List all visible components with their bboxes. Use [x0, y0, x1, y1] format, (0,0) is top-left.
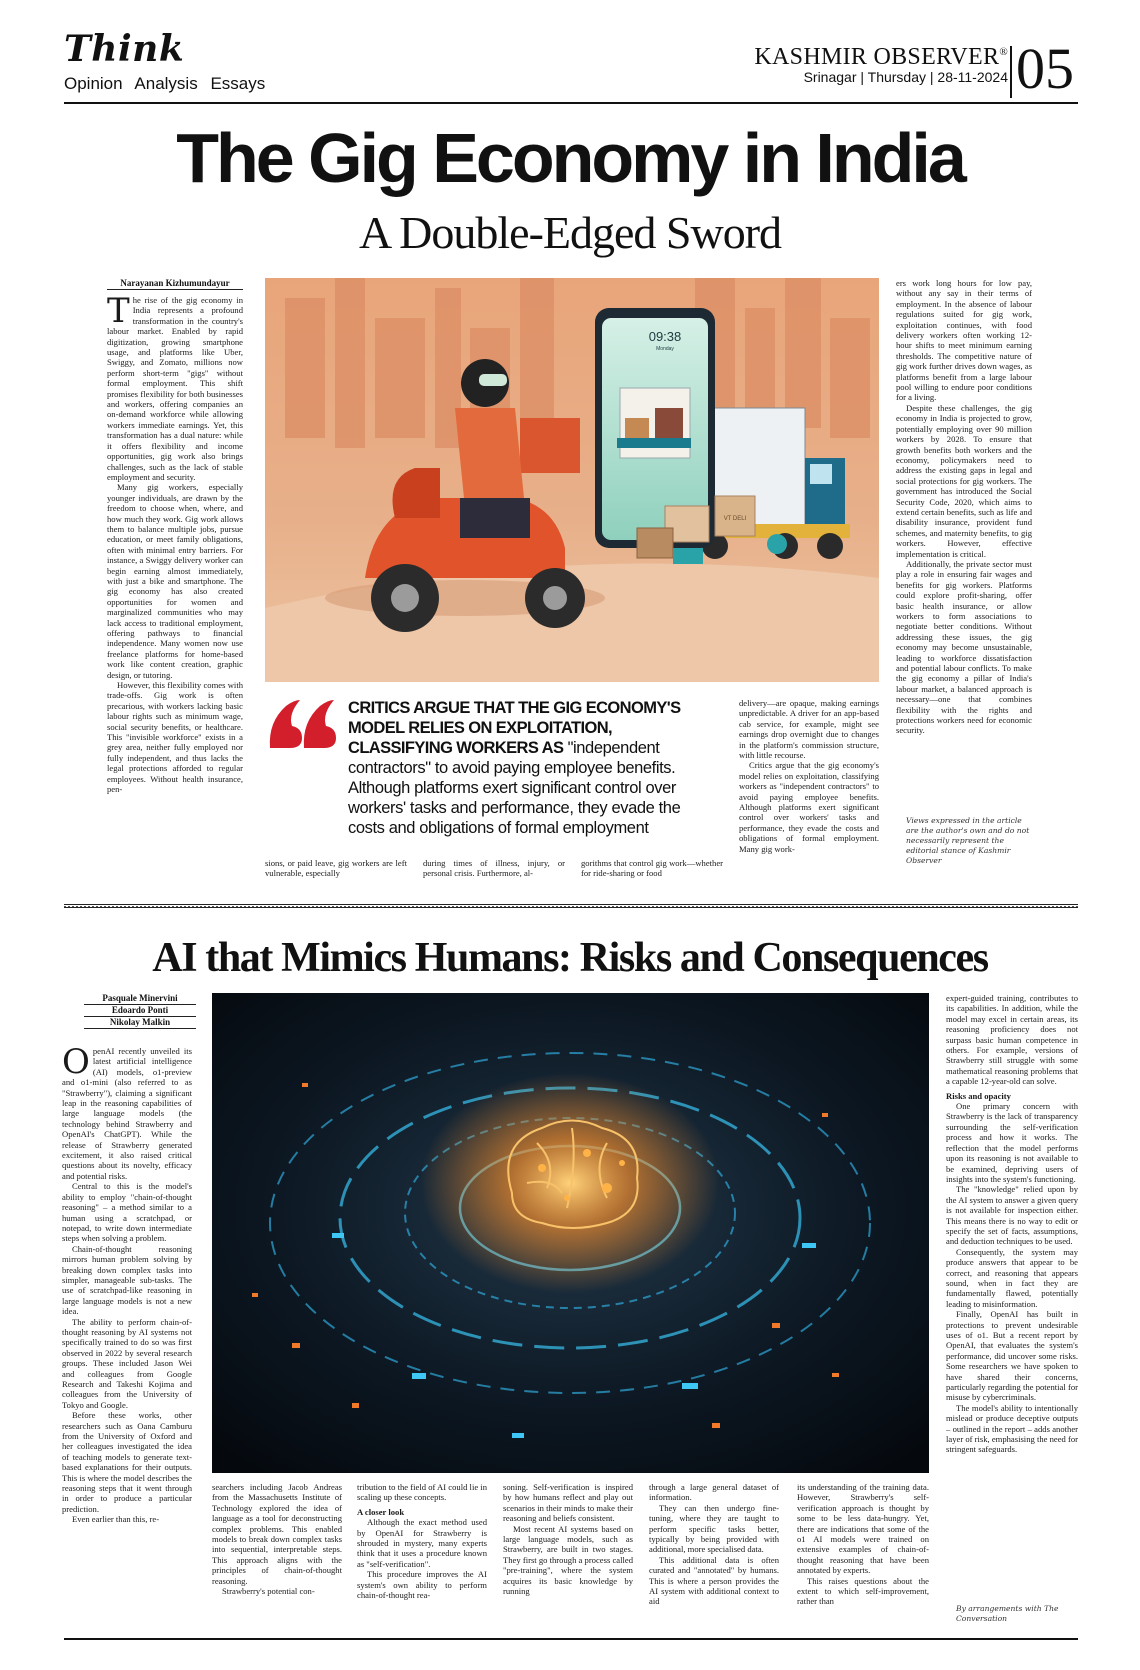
article1-column-2: sions, or paid leave, gig workers are left vulnerable, especially — [265, 858, 407, 879]
article2-column-3: tribution to the field of AI could lie in scaling up these concepts. A closer look Although the exact method used by OpenAI for Strawberry is shrouded in mystery, many experts think that it uses a procedure known as "self-verification". This procedure improves the AI system's own ability to perform chain-of-thought rea- — [357, 1482, 487, 1601]
article2-subhead-risks: Risks and opacity — [946, 1090, 1011, 1101]
masthead-divider — [1010, 46, 1012, 98]
article2-headline: AI that Mimics Humans: Risks and Consequences — [152, 935, 988, 981]
article1-column-1: The rise of the gig economy in India represents a profound transformation in the country's labour market. Enabled by rapid digitization, growing smartphone usage, and platforms like Uber, Swiggy, and Zomato, millions now perform short-term "gigs" without formal employment. This shift promises flexibility for both businesses and workers, offering companies an on-demand workforce while allowing workers immediate earnings. Yet, this transformation has a dual nature: while it offers flexibility and income opportunities, gig work also brings challenges, such as the lack of stable employment and security. Many gig workers, especially younger individuals, are drawn by the freedom to choose when, where, and how much they work. Gig work allows them to balance multiple jobs, pursue education, or meet family obligations, often with minimal entry barriers. For instance, a Swiggy delivery worker can begin earning almost immediately, with just a bike and smartphone. The gig economy has also created opportunities for women and marginalized communities who may lack access to traditional employment, offering pathways to financial independence. Many women now use freelance platforms for home-based work like content creation, graphic design, or tutoring. However, this flexibility comes with trade-offs. Gig work is often precarious, with workers lacking basic labour rights such as minimum wage, social security benefits, or healthcare. This "invisible workforce" exists in a grey area, neither fully employed nor fully independent, and thus lacks the legal protections afforded to regular employees. Without health insurance, pen- — [107, 295, 243, 795]
article2-column-2: searchers including Jacob Andreas from the Massachusetts Institute of Technology explored the idea of language as a tool for deconstructing complex problems. This enabled models to break down complex tasks into sequential, interpretable steps. This approach aligns with the principles of chain-of-thought reasoning. Strawberry's potential con- — [212, 1482, 342, 1597]
header-rule — [64, 102, 1078, 104]
section-title: Think — [64, 28, 185, 70]
subsection-essays: Essays — [210, 74, 266, 93]
article2-column-7: expert-guided training, contributes to its capabilities. In addition, while the model may excel in certain areas, its reasoning proficiency does not surpass basic human competence in others. For example, versions of Strawberry still struggle with some mathematical reasoning problems that a capable 12-year-old can solve. Risks and opacity One primary concern with Strawberry is the lack of transparency surrounding the self-verification process and how it works. The reflection that the model performs upon its reasoning is not available to be examined, depriving users of insights into the system's functioning. The "knowledge" relied upon by the AI system to answer a given query is not available for inspection either. This means there is no way to edit or specify the set of facts, assumptions, and deduction techniques to be used. Consequently, the system may produce answers that appear to be correct, and reasoning that appears sound, when in fact they are fundamentally flawed, potentially leading to misinformation. Finally, OpenAI has built in protections to prevent undesirable uses of o1. But a recent report by OpenAI, that evaluates the system's performance, did uncover some risks. Some researchers we have spoken to have shared their concerns, particularly regarding the potential for misuse by cybercriminals. The model's ability to intentionally mislead or produce deceptive outputs – outlined in the report – adds another layer of risk, emphasising the need for stringent safeguards. — [946, 993, 1078, 1455]
article1-headline: The Gig Economy in India — [176, 119, 964, 197]
article2-column-4: soning. Self-verification is inspired by how humans reflect and play out scenarios in their minds to make their reasoning and beliefs consistent. Most recent AI systems based on large language models, such as Strawberry, are built in two stages. They first go through a process called "pre-training", where the system acquires its basic knowledge by running — [503, 1482, 633, 1597]
dropcap: T — [107, 295, 130, 331]
pull-quote: CRITICS ARGUE THAT THE GIG ECONOMY'S MODEL RELIES ON EXPLOITATION, CLASSIFYING WORKERS AS "independent contractors" to avoid paying employee benefits. Although platforms exert significant control over workers' tasks and performance, they evade the costs and obligations of formal employment — [348, 699, 681, 837]
masthead — [754, 44, 1008, 85]
phone-time: 09:38 — [648, 329, 682, 344]
article1-column-5: delivery—are opaque, making earnings unpredictable. A driver for an app-based cab service, for example, might see earnings drop overnight due to changes in the platform's commission structure, with little recourse. Critics argue that the gig economy's model relies on exploitation, classifying workers as "independent contractors" to avoid paying employee benefits. Although platforms exert significant control over workers' tasks and performance, they evade the costs and obligations of formal employment. Many gig work- — [739, 698, 879, 854]
subsection-analysis: Analysis — [134, 74, 198, 93]
article2-column-1: OpenAI recently unveiled its latest artificial intelligence (AI) models, o1-preview and o1-mini (also referred to as "Strawberry"), claiming a significant leap in the reasoning capabilities of large language models (the technology behind Strawberry and OpenAI's ChatGPT). While the release of Strawberry generated excitement, it also raised critical questions about its novelty, efficacy and potential risks. Central to this is the model's ability to employ "chain-of-thought reasoning" – a method similar to a human using a scratchpad, or notepad, to write down intermediate steps when solving a problem. Chain-of-thought reasoning mirrors human problem solving by breaking down complex tasks into simpler, manageable sub-tasks. The use of scratchpad-like reasoning in large language models is not a new idea. The ability to perform chain-of-thought reasoning by AI systems not specifically trained to do so was first observed in 2022 by several research groups. These included Jason Wei and colleagues from Google Research and Takeshi Kojima and colleagues from the University of Tokyo and Google. Before these works, other researchers such as Oana Camburu from the University of Oxford and her colleagues investigated the idea of teaching models to generate text-based explanations for their outputs. This is where the model describes the reasoning steps that it went through in order to produce a particular prediction. Even earlier than this, re- — [62, 1046, 192, 1525]
article2-column-5: through a large general dataset of information. They can then undergo fine-tuning, where they are taught to perform specific tasks better, typically by being provided with additional, more specialised data. This additional data is often curated and "annotated" by humans. This is where a person provides the AI system with additional context to aid — [649, 1482, 779, 1607]
phone-day: Monday — [656, 346, 674, 352]
article1-subheadline: A Double-Edged Sword — [358, 207, 782, 258]
dateline: Srinagar | Thursday | 28-11-2024 — [803, 69, 1008, 85]
subsection-labels — [64, 74, 273, 94]
subsection-opinion: Opinion — [64, 74, 123, 93]
article1-column-3: during times of illness, injury, or personal crisis. Furthermore, al- — [423, 858, 565, 879]
parcel-label: VT DELI — [723, 516, 747, 522]
gig-delivery-illustration — [265, 278, 879, 682]
article1-column-6: ers work long hours for low pay, without any say in their terms of employment. In the absence of labour regulations suited for gig work, exploitation continues, with food delivery workers often working 12-hour shifts to meet minimum earning thresholds. The competitive nature of gig work further drives down wages, as platforms benefit from a large labour pool willing to endure poor conditions for a living. Despite these challenges, the gig economy in India is projected to grow, potentially employing over 90 million workers by 2028. To ensure that growth benefits both workers and the economy, policymakers need to address the existing gaps in legal and social protections for gig workers. The government has introduced the Social Security Code, 2020, which aims to extend certain benefits, such as life and disability insurance, provident fund schemes, and maternity benefits, to gig workers. However, effective implementation is critical. Additionally, the private sector must play a role in ensuring fair wages and benefits for gig workers. Platforms could explore profit-sharing, offer basic health insurance, or allow workers to form associations to negotiate better conditions. Without addressing these issues, the gig economy may become unsustainable, leading to workforce dissatisfaction and potential labour conflicts. To make the gig economy a pillar of India's labour market, a balanced approach is necessary—one that combines flexibility with the rights and protections workers need for economic security. — [896, 278, 1032, 736]
quote-mark-icon — [264, 692, 342, 756]
article-divider-dots — [64, 906, 1078, 907]
dropcap-o: O — [62, 1046, 90, 1082]
article2-credit: By arrangements with The Conversation — [956, 1604, 1059, 1623]
registered-mark: ® — [999, 46, 1008, 58]
article2-author-3: Nikolay Malkin — [84, 1017, 196, 1029]
article1-disclaimer: Views expressed in the article are the author's own and do not necessarily represent the editorial stance of Kashmir Observer — [906, 816, 1030, 865]
page-number: 05 — [1016, 36, 1074, 101]
footer-rule — [64, 1638, 1078, 1640]
article1-byline: Narayanan Kizhumundayur — [107, 278, 243, 290]
article2-column-6: its understanding of the training data. However, Strawberry's self-verification approach is thought by some to be less data-hungry. Yet, there are indications that some of the o1 AI models were trained on extensive examples of chain-of-thought reasoning that have been annotated by experts. This raises questions about the extent to which self-improvement, rather than — [797, 1482, 929, 1607]
article2-subhead-closer-look: A closer look — [357, 1506, 405, 1517]
ai-brain-chip-image — [212, 993, 929, 1473]
article2-bylines — [84, 993, 196, 1029]
article2-author-1: Pasquale Minervini — [84, 993, 196, 1005]
paper-name: KASHMIR OBSERVER® — [754, 44, 1008, 70]
article2-author-2: Edoardo Ponti — [84, 1005, 196, 1017]
article1-column-4: gorithms that control gig work—whether for ride-sharing or food — [581, 858, 723, 879]
